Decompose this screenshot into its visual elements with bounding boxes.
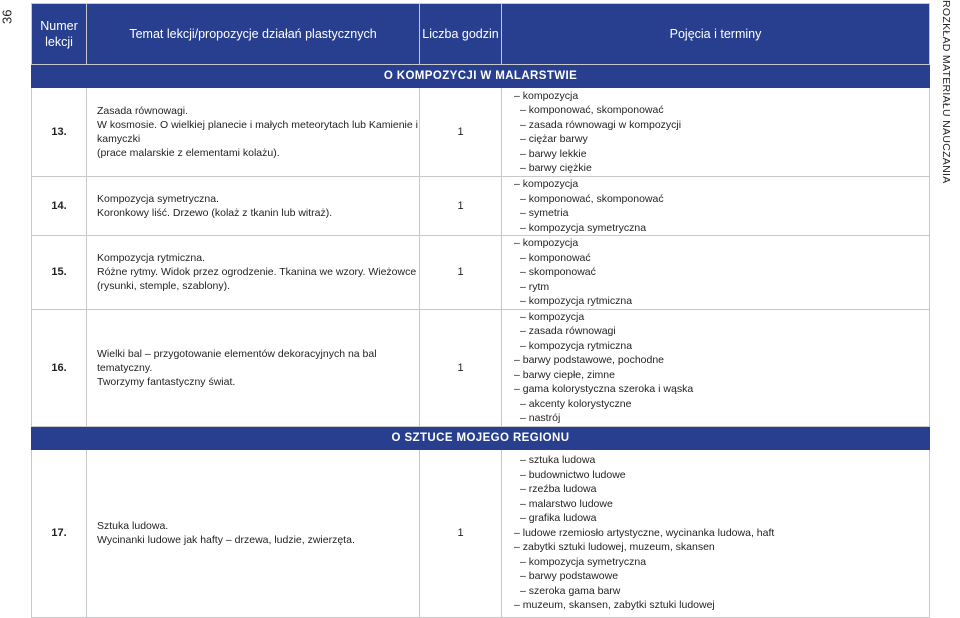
term-item: – kompozycja <box>514 89 579 102</box>
lesson-number-cell: 15. <box>32 236 87 310</box>
lesson-topic-cell <box>87 309 420 426</box>
section-title: O SZTUCE MOJEGO REGIONU <box>32 426 930 449</box>
table-row <box>32 236 930 310</box>
hours-cell: 1 <box>420 449 502 617</box>
terms-cell <box>502 88 930 177</box>
topic-line: Kompozycja rytmiczna. <box>97 252 205 265</box>
terms-cell <box>502 449 930 617</box>
term-item: – komponować, skomponować <box>520 104 664 116</box>
term-item: – gama kolorystyczna szeroka i wąska <box>514 383 694 395</box>
term-item: – barwy podstawowe <box>520 570 619 583</box>
topic-line: Różne rytmy. Widok przez ogrodzenie. Tkanina we wzory. Wieżowce <box>97 266 417 279</box>
term-item: – kompozycja rytmiczna <box>520 339 633 352</box>
term-item: – kompozycja <box>520 310 585 323</box>
topic-line: Koronkowy liść. Drzewo (kolaż z tkanin lub witraż). <box>97 207 333 219</box>
topic-line: Tworzymy fantastyczny świat. <box>97 375 236 388</box>
term-item: – komponować, skomponować <box>520 192 664 205</box>
header-terms: Pojęcia i terminy <box>502 4 930 65</box>
section-title: O KOMPOZYCJI W MALARSTWIE <box>32 65 930 88</box>
table-row <box>32 88 930 177</box>
term-item: – malarstwo ludowe <box>520 497 613 510</box>
term-item: – muzeum, skansen, zabytki sztuki ludowej <box>514 599 715 612</box>
side-section-label: ROZKŁAD MATERIAŁU NAUCZANIA <box>940 0 952 184</box>
term-item: – barwy podstawowe, pochodne <box>514 354 665 366</box>
term-item: – rytm <box>520 280 550 293</box>
page-number: 36 <box>0 9 15 25</box>
terms-cell <box>502 309 930 426</box>
topic-line: (rysunki, stemple, szablony). <box>97 280 231 293</box>
hours-cell: 1 <box>420 88 502 177</box>
term-item: – grafika ludowa <box>520 512 597 525</box>
term-item: – zasada równowagi w kompozycji <box>520 118 682 131</box>
table-body <box>32 65 930 618</box>
term-item: – zabytki sztuki ludowej, muzeum, skansen <box>514 541 715 554</box>
header-lesson-number: Numer lekcji <box>32 4 87 65</box>
lesson-number-cell: 17. <box>32 449 87 617</box>
lesson-topic-cell <box>87 88 420 177</box>
topic-line: W kosmosie. O wielkiej planecie i małych meteorytach lub Kamienie i kamyczki <box>97 119 418 145</box>
topic-line: Kompozycja symetryczna. <box>97 193 219 205</box>
header-lesson-topic: Temat lekcji/propozycje działań plastycznych <box>87 4 420 65</box>
term-item: – akcenty kolorystyczne <box>520 397 632 410</box>
term-item: – ludowe rzemiosło artystyczne, wycinanka ludowa, haft <box>514 526 775 539</box>
hours-cell: 1 <box>420 236 502 310</box>
term-item: – kompozycja symetryczna <box>520 221 647 234</box>
term-item: – sztuka ludowa <box>520 454 596 467</box>
topic-line: Sztuka ludowa. <box>97 520 169 532</box>
term-item: – skomponować <box>520 266 596 278</box>
lesson-number-cell: 16. <box>32 309 87 426</box>
term-item: – symetria <box>520 207 569 219</box>
term-item: – barwy ciepłe, zimne <box>514 368 615 381</box>
term-item: – kompozycja symetryczna <box>520 555 647 568</box>
term-item: – barwy lekkie <box>520 147 587 160</box>
terms-cell <box>502 236 930 310</box>
term-item: – nastrój <box>520 412 561 424</box>
term-item: – barwy ciężkie <box>520 162 592 174</box>
topic-line: Wielki bal – przygotowanie elementów dekoracyjnych na bal tematyczny. <box>97 347 377 374</box>
terms-cell <box>502 177 930 236</box>
term-item: – zasada równowagi <box>520 325 616 337</box>
table-row <box>32 449 930 617</box>
lesson-topic-cell <box>87 236 420 310</box>
term-item: – ciężar barwy <box>520 133 588 145</box>
table-row <box>32 309 930 426</box>
term-item: – kompozycja <box>514 178 579 190</box>
term-item: – rzeźba ludowa <box>520 483 597 496</box>
lesson-number-cell: 14. <box>32 177 87 236</box>
topic-line: Zasada równowagi. <box>97 105 189 117</box>
lesson-schedule-table-wrapper <box>31 3 929 618</box>
lesson-number-cell: 13. <box>32 88 87 177</box>
lesson-schedule-table <box>31 3 930 618</box>
section-header-row <box>32 426 930 449</box>
lesson-topic-cell <box>87 177 420 236</box>
term-item: – szeroka gama barw <box>520 584 621 597</box>
term-item: – kompozycja <box>514 237 579 249</box>
section-header-row <box>32 65 930 88</box>
topic-line: Wycinanki ludowe jak hafty – drzewa, ludzie, zwierzęta. <box>97 534 355 546</box>
hours-cell: 1 <box>420 177 502 236</box>
header-hours: Liczba godzin <box>420 4 502 65</box>
topic-line: (prace malarskie z elementami kolażu). <box>97 147 280 159</box>
table-row <box>32 177 930 236</box>
term-item: – komponować <box>520 251 591 264</box>
lesson-topic-cell <box>87 449 420 617</box>
table-header-row <box>32 4 930 65</box>
hours-cell: 1 <box>420 309 502 426</box>
term-item: – budownictwo ludowe <box>520 468 626 481</box>
term-item: – kompozycja rytmiczna <box>520 295 633 307</box>
